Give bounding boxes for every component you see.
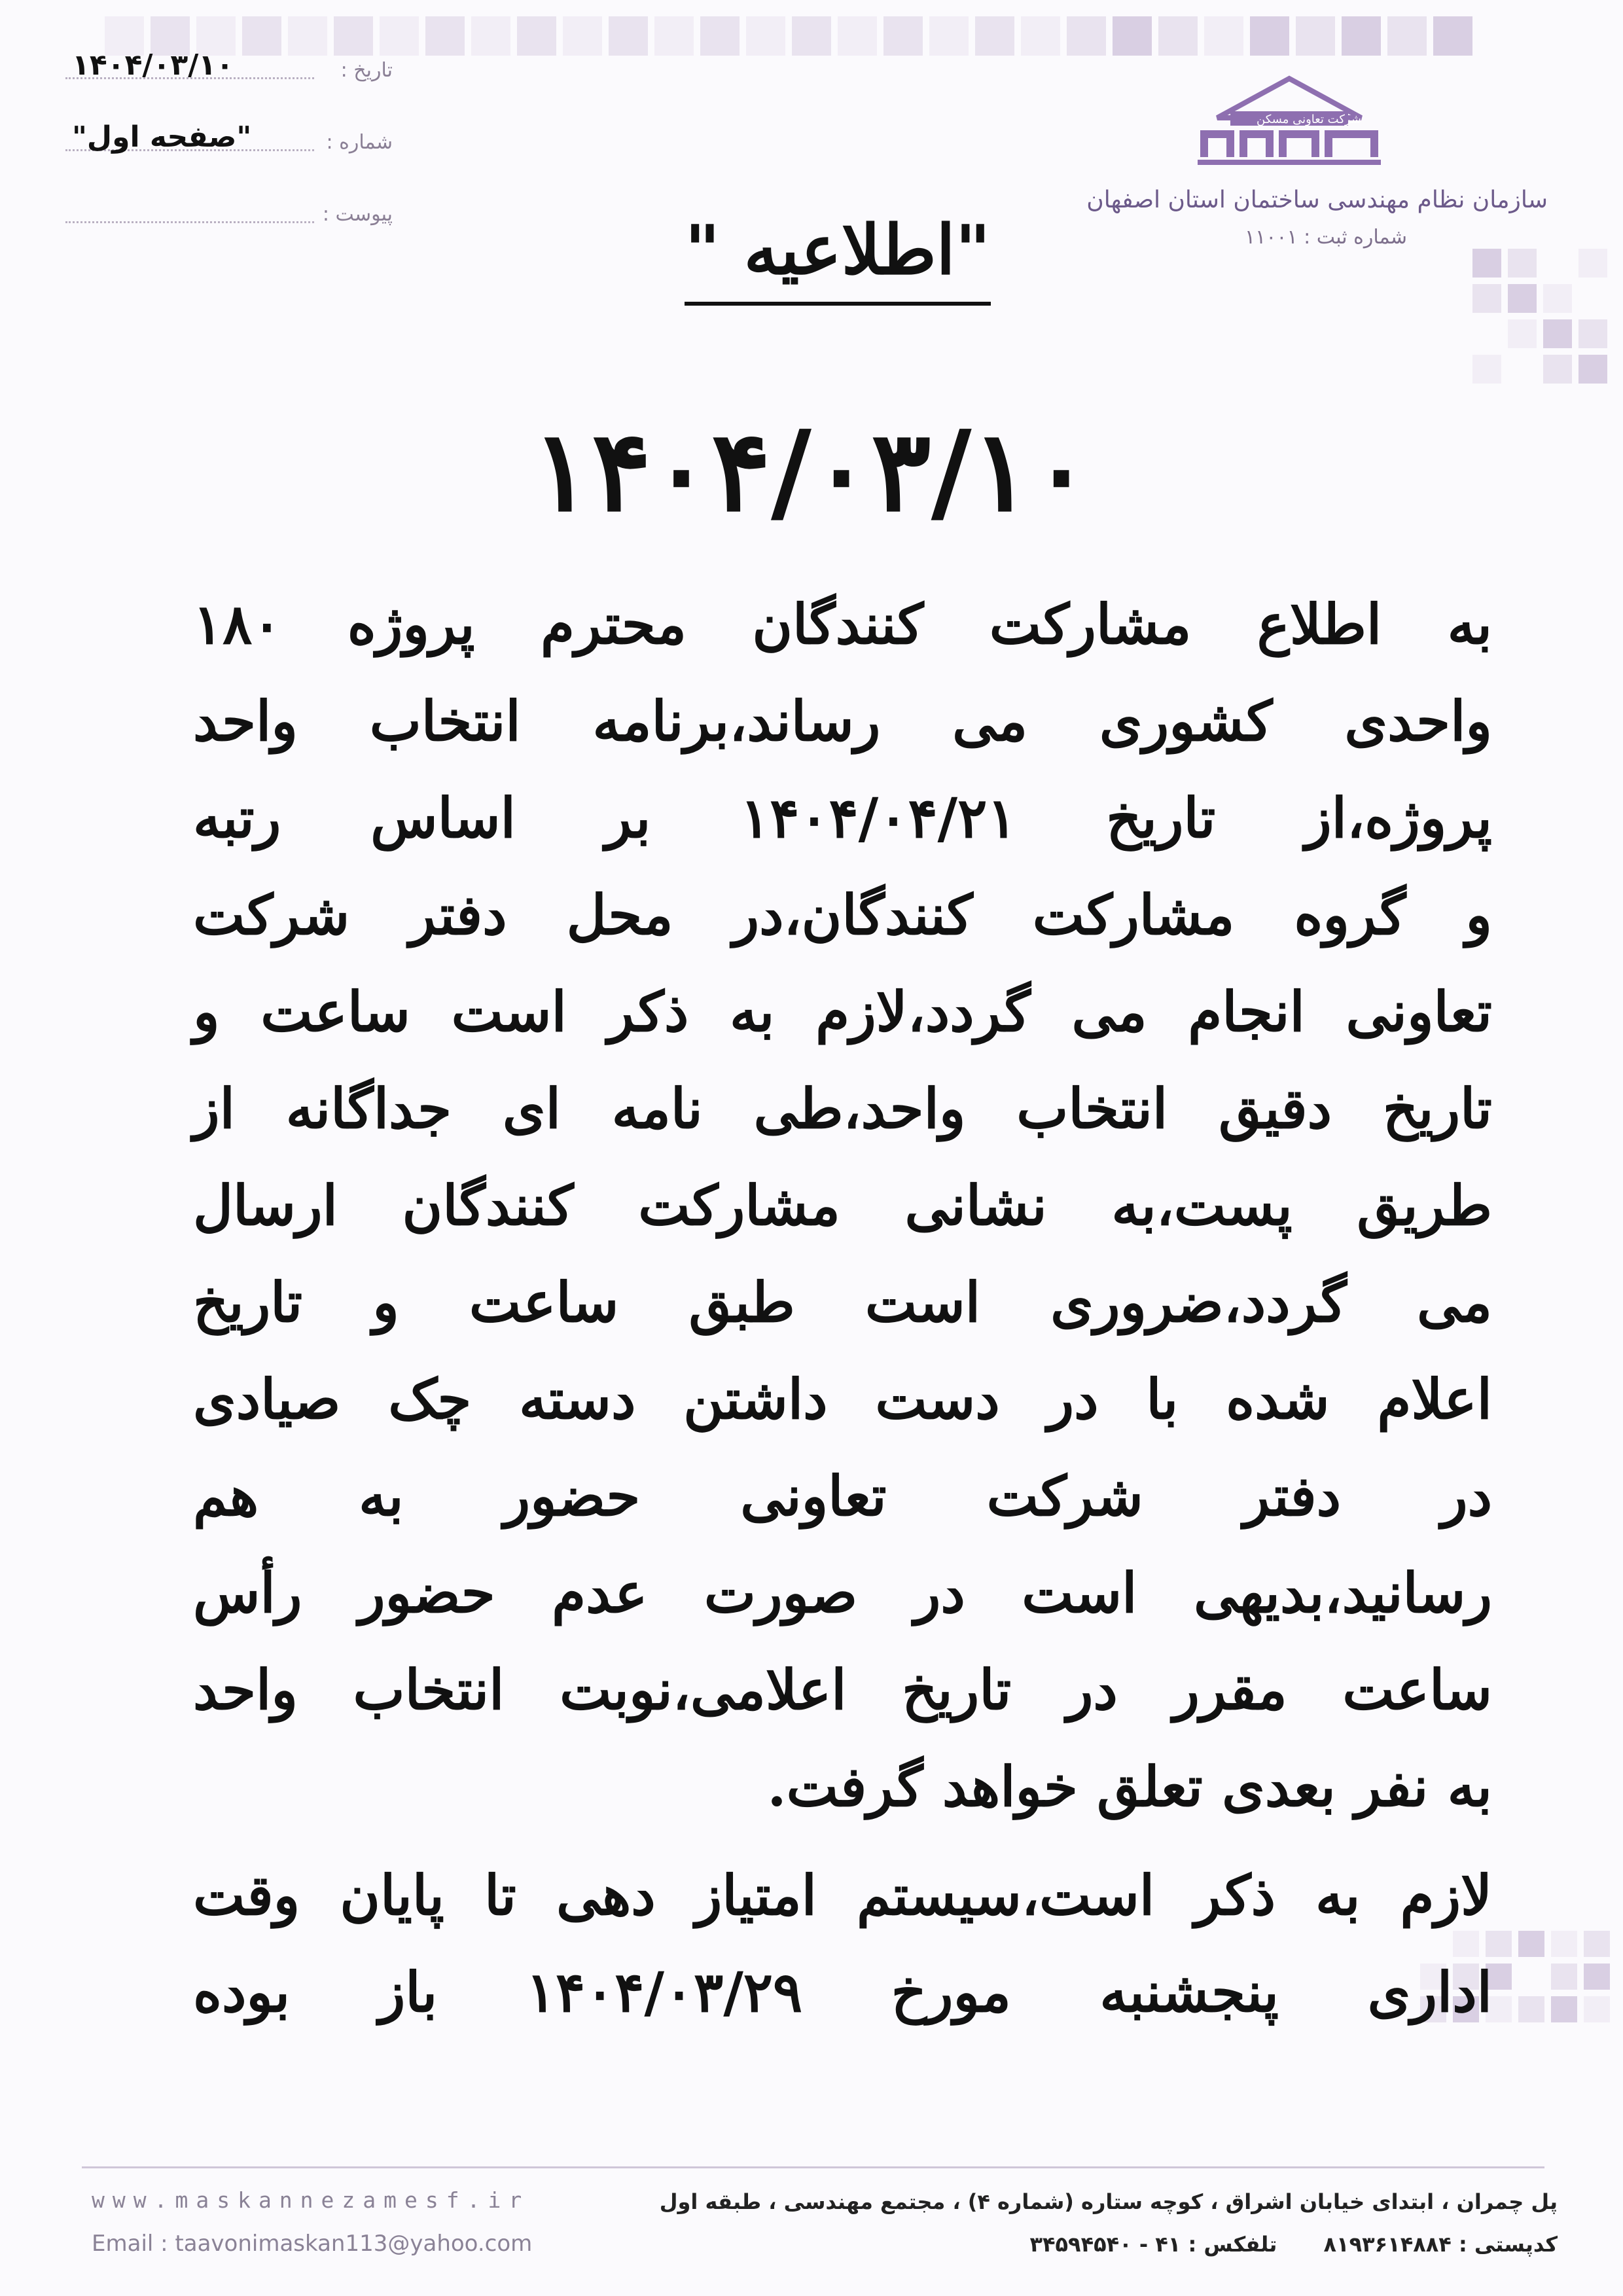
body-line: تاریخ دقیق انتخاب واحد،طی نامه ای جداگانه از [193, 1076, 1492, 1141]
date-row [65, 48, 393, 124]
body-line: رسانید،بدیهی است در صورت عدم حضور رأس [193, 1560, 1492, 1625]
title-block [635, 209, 1041, 306]
organization-name: سازمان نظام مهندسی ساختمان استان اصفهان [1086, 187, 1548, 213]
logo-text: شرکت تعاونی مسکن [1257, 113, 1361, 126]
website-link[interactable]: www.maskannezamesf.ir [92, 2187, 530, 2213]
body-line: طریق پست،به نشانی مشارکت کنندگان ارسال [193, 1173, 1493, 1238]
fax-number: تلفکس : ۴۱ - ۳۴۵۹۴۵۴۰ [1029, 2232, 1277, 2257]
number-row [65, 120, 393, 196]
body-line: اداری پنجشنبه مورخ ۱۴۰۴/۰۳/۲۹ باز بوده [193, 1960, 1492, 2024]
date-value: ۱۴۰۴/۰۳/۱۰ [72, 48, 234, 82]
body-line: به اطلاع مشارکت کنندگان محترم پروژه ۱۸۰ [193, 592, 1492, 656]
paragraph-gap [193, 1835, 1492, 1847]
side-mosaic [1472, 249, 1607, 384]
body-line: واحدی کشوری می رساند،برنامه انتخاب واحد [193, 689, 1492, 753]
page-title: "اطلاعیه " [685, 209, 991, 306]
body-line: لازم به ذکر است،سیستم امتیاز دهی تا پایان وقت [193, 1863, 1492, 1928]
footer-divider [82, 2166, 1544, 2168]
announcement-date: ۱۴۰۴/۰۳/۱۰ [531, 406, 1092, 537]
registration-number: شماره ثبت : ۱۱۰۰۱ [1245, 226, 1407, 249]
contact-details [990, 2232, 1558, 2257]
body-line: پروژه،از تاریخ ۱۴۰۴/۰۴/۲۱ بر اساس رتبه [193, 785, 1492, 850]
body-line: و گروه مشارکت کنندگان،در محل دفتر شرکت [193, 882, 1492, 947]
attachment-label: پیوست : [322, 203, 393, 226]
body-line: اعلام شده با در دست داشتن دسته چک صیادی [193, 1367, 1492, 1431]
date-label: تاریخ : [340, 59, 393, 82]
header-mosaic [105, 16, 1472, 56]
attachment-dots [65, 221, 314, 223]
cooperative-logo [1191, 72, 1387, 170]
number-label: شماره : [326, 131, 393, 154]
announcement-body [193, 576, 1492, 2041]
body-line: در دفتر شرکت تعاونی حضور به هم [193, 1463, 1492, 1528]
body-line: تعاونی انجام می گردد،لازم به ذکر است ساعت و [193, 979, 1492, 1044]
body-line: ساعت مقرر در تاریخ اعلامی،نوبت انتخاب واحد [193, 1657, 1493, 1722]
number-value: "صفحه اول" [72, 120, 252, 154]
letter-meta [65, 48, 393, 268]
postal-address: پل چمران ، ابتدای خیابان اشراق ، کوچه ستاره (شماره ۴) ، مجتمع مهندسی ، طبقه اول [659, 2189, 1558, 2214]
body-line: می گردد،ضروری است طبق ساعت و تاریخ [193, 1270, 1492, 1335]
email-link[interactable]: Email : taavonimaskan113@yahoo.com [92, 2231, 533, 2257]
postal-code: کدپستی : ۸۱۹۳۶۱۴۸۸۴ [1323, 2232, 1558, 2257]
body-line: به نفر بعدی تعلق خواهد گرفت. [767, 1754, 1492, 1819]
attachment-row [65, 196, 393, 268]
